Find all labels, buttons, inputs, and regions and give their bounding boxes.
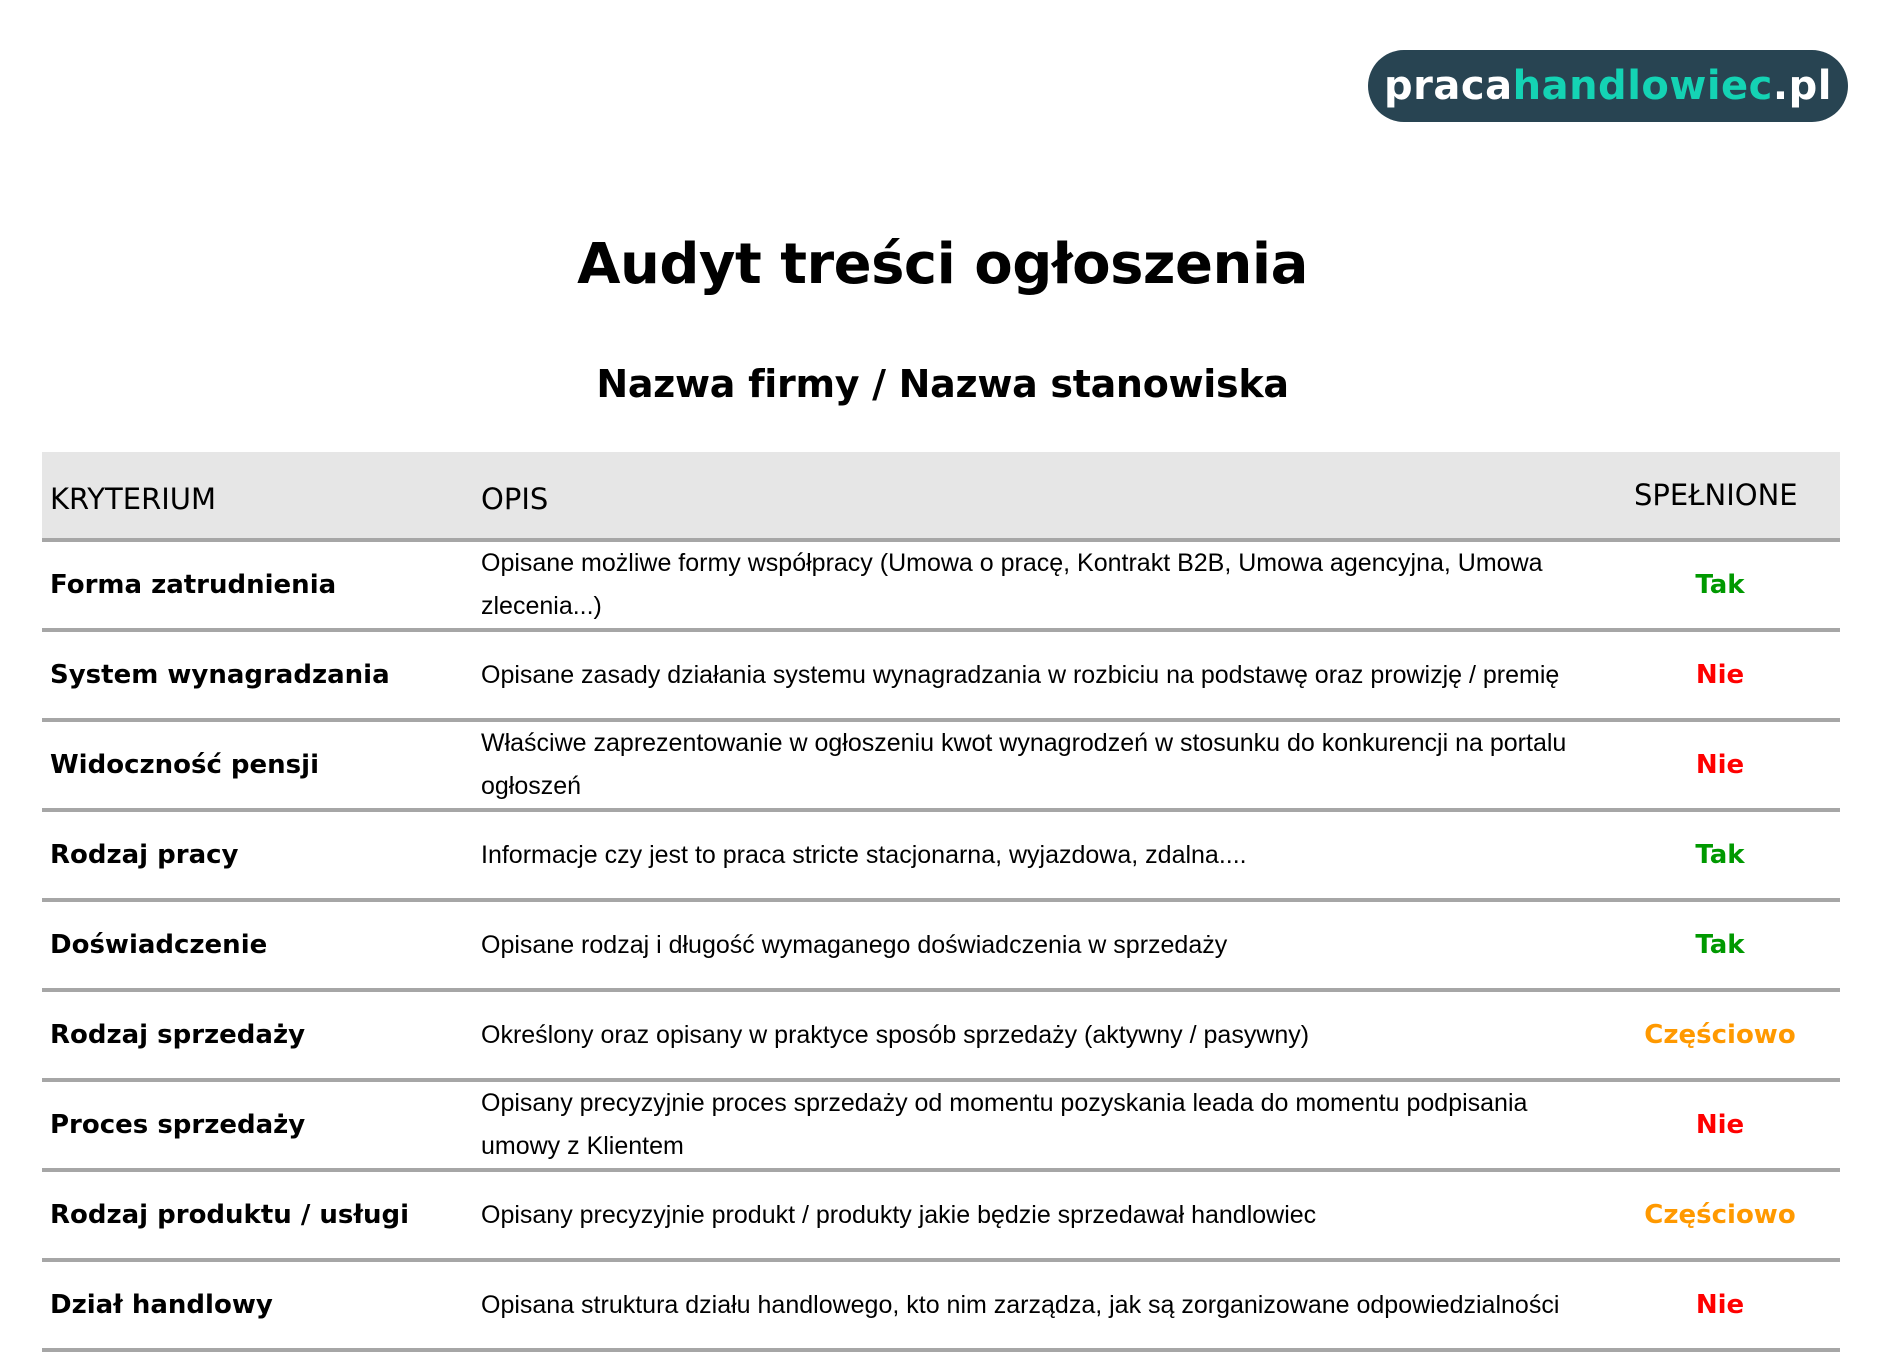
status-badge: Tak — [1695, 840, 1745, 870]
criterion-cell: Rodzaj pracy — [50, 840, 239, 870]
criterion-cell: Rodzaj produktu / usługi — [50, 1200, 410, 1230]
description-cell: Opisane możliwe formy współpracy (Umowa o pracę, Kontrakt B2B, Umowa agencyjna, Umowa zlecenia...) — [481, 549, 1543, 620]
header-criterion: KRYTERIUM — [50, 482, 217, 516]
criterion-cell: Dział handlowy — [50, 1290, 273, 1320]
table-row — [42, 992, 1840, 1082]
description-cell: Opisane rodzaj i długość wymaganego doświadczenia w sprzedaży — [481, 930, 1228, 959]
logo-text-handlowiec: handlowiec — [1512, 63, 1773, 109]
table-header — [42, 452, 1840, 542]
status-badge: Tak — [1695, 570, 1745, 600]
description-cell: Opisany precyzyjnie produkt / produkty jakie będzie sprzedawał handlowiec — [481, 1200, 1317, 1229]
criterion-cell: Forma zatrudnienia — [50, 570, 337, 600]
description-cell: Określony oraz opisany w praktyce sposób sprzedaży (aktywny / pasywny) — [481, 1020, 1310, 1049]
status-badge: Nie — [1695, 1110, 1745, 1140]
header-fulfilled: SPEŁNIONE — [1634, 478, 1798, 512]
description-cell: Opisane zasady działania systemu wynagradzania w rozbiciu na podstawę oraz prowizję / premię — [481, 660, 1560, 689]
criterion-cell: Rodzaj sprzedaży — [50, 1020, 306, 1050]
page-title: Audyt treści ogłoszenia — [577, 232, 1308, 297]
description-cell: Opisana struktura działu handlowego, kto nim zarządza, jak są zorganizowane odpowiedzialności — [481, 1290, 1560, 1319]
criterion-cell: Doświadczenie — [50, 930, 268, 960]
logo — [1368, 50, 1848, 122]
table-row — [42, 1172, 1840, 1262]
status-badge: Tak — [1695, 930, 1745, 960]
table-row — [42, 902, 1840, 992]
table-row — [42, 1262, 1840, 1352]
status-badge: Nie — [1695, 750, 1745, 780]
criterion-cell: Proces sprzedaży — [50, 1110, 306, 1140]
audit-table — [42, 452, 1840, 1352]
status-badge: Częściowo — [1644, 1020, 1796, 1050]
table-row — [42, 722, 1840, 812]
logo-text-domain: .pl — [1772, 63, 1832, 109]
table-row — [42, 542, 1840, 632]
table-row — [42, 812, 1840, 902]
page-subtitle: Nazwa firmy / Nazwa stanowiska — [596, 362, 1289, 406]
header-description: OPIS — [481, 482, 549, 516]
criterion-cell: Widoczność pensji — [50, 750, 319, 780]
criterion-cell: System wynagradzania — [50, 660, 390, 690]
status-badge: Częściowo — [1644, 1200, 1796, 1230]
status-badge: Nie — [1695, 1290, 1745, 1320]
table-row — [42, 1082, 1840, 1172]
description-cell: Opisany precyzyjnie proces sprzedaży od momentu pozyskania leada do momentu podpisania umowy z Klientem — [481, 1089, 1528, 1160]
status-badge: Nie — [1695, 660, 1745, 690]
logo-text-praca: praca — [1384, 63, 1513, 109]
table-row — [42, 632, 1840, 722]
description-cell: Właściwe zaprezentowanie w ogłoszeniu kwot wynagrodzeń w stosunku do konkurencji na portalu ogłoszeń — [481, 729, 1567, 800]
description-cell: Informacje czy jest to praca stricte stacjonarna, wyjazdowa, zdalna.... — [481, 840, 1247, 869]
